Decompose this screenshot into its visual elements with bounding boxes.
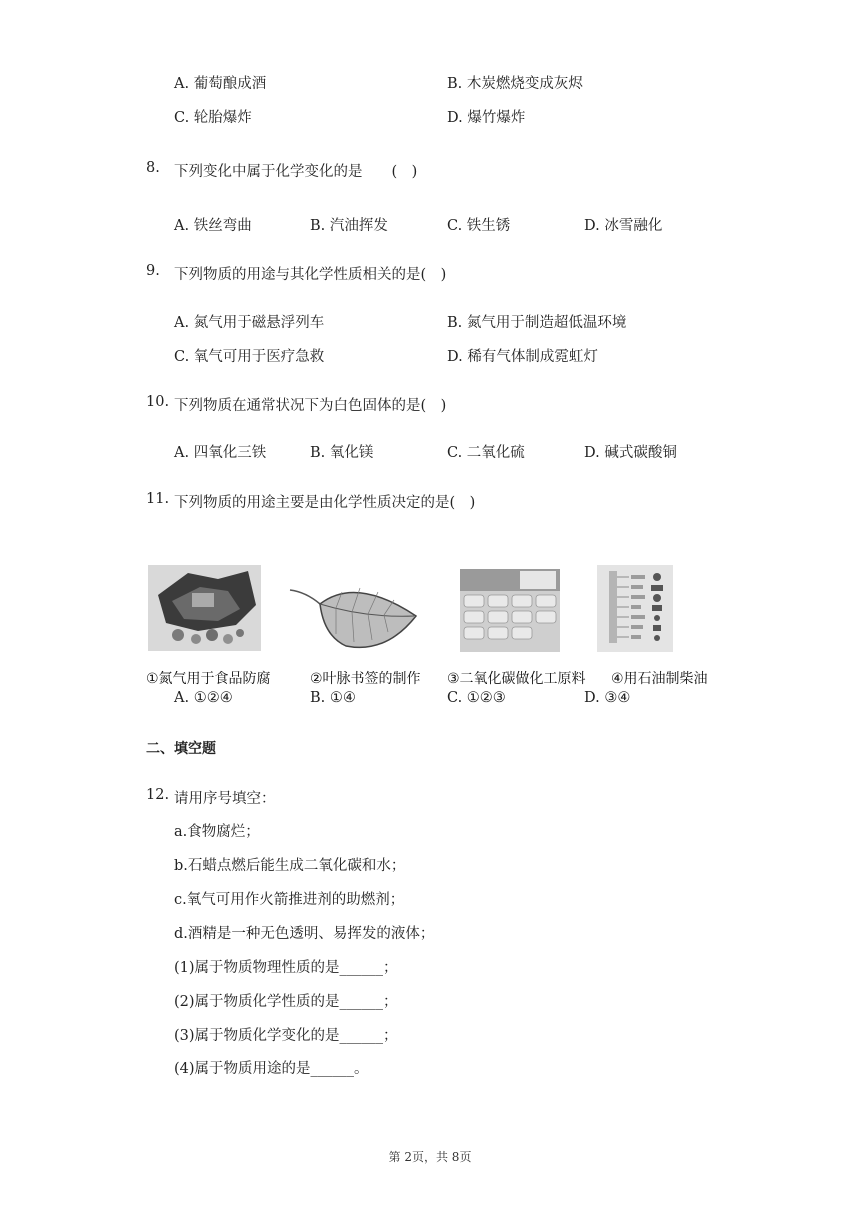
q9-option-c: C. 氧气可用于医疗急救	[174, 349, 325, 365]
image-caption-2: ②叶脉书签的制作	[310, 671, 421, 687]
q11-option-c: C. ①②③	[447, 690, 506, 706]
q10-option-a: A. 四氧化三铁	[174, 445, 267, 461]
q12-blank-3: (3)属于物质化学变化的是______；	[174, 1028, 398, 1044]
q11-option-a: A. ①②④	[174, 690, 233, 706]
q7-option-d: D. 爆竹爆炸	[447, 110, 526, 126]
q10-number: 10.	[146, 394, 170, 410]
section-heading: 二、填空题	[146, 741, 216, 757]
q10-text: 下列物质在通常状况下为白色固体的是( )	[174, 398, 447, 414]
image-caption-4: ④用石油制柴油	[611, 671, 708, 687]
food-package-image	[148, 565, 261, 651]
q11-text: 下列物质的用途主要是由化学性质决定的是( )	[174, 495, 476, 511]
image-caption-3: ③二氧化碳做化工原料	[447, 671, 586, 687]
leaf-image	[286, 570, 422, 652]
q10-option-b: B. 氧化镁	[310, 445, 374, 461]
q12-text: 请用序号填空：	[174, 791, 276, 807]
q11-option-b: B. ①④	[310, 690, 356, 706]
q9-number: 9.	[146, 263, 160, 279]
q8-number: 8.	[146, 160, 160, 176]
q8-option-d: D. 冰雪融化	[584, 218, 663, 234]
page-footer: 第 2页，共 8页	[388, 1150, 472, 1164]
q7-option-b: B. 木炭燃烧变成灰烬	[447, 76, 583, 92]
q12-blank-1: (1)属于物质物理性质的是______；	[174, 960, 398, 976]
q12-number: 12.	[146, 787, 170, 803]
q8-option-c: C. 铁生锈	[447, 218, 511, 234]
image-caption-1: ①氮气用于食品防腐	[146, 671, 271, 687]
chemical-bags-image	[460, 569, 560, 652]
q12-line-b: b.石蜡点燃后能生成二氧化碳和水；	[174, 858, 406, 874]
q7-option-a: A. 葡萄酿成酒	[174, 76, 267, 92]
q9-option-a: A. 氮气用于磁悬浮列车	[174, 315, 325, 331]
q10-option-c: C. 二氧化硫	[447, 445, 525, 461]
q7-option-c: C. 轮胎爆炸	[174, 110, 252, 126]
q9-option-d: D. 稀有气体制成霓虹灯	[447, 349, 598, 365]
q10-option-d: D. 碱式碳酸铜	[584, 445, 677, 461]
q11-option-d: D. ③④	[584, 690, 631, 706]
q9-option-b: B. 氮气用于制造超低温环境	[447, 315, 627, 331]
q12-line-d: d.酒精是一种无色透明、易挥发的液体；	[174, 926, 435, 942]
q12-blank-4: (4)属于物质用途的是______。	[174, 1061, 369, 1077]
q8-text: 下列变化中属于化学变化的是 ( )	[174, 164, 418, 180]
petroleum-diagram-image	[597, 565, 673, 652]
q12-line-c: c.氧气可用作火箭推进剂的助燃剂；	[174, 892, 405, 908]
q8-option-b: B. 汽油挥发	[310, 218, 388, 234]
q9-text: 下列物质的用途与其化学性质相关的是( )	[174, 267, 447, 283]
q12-blank-2: (2)属于物质化学性质的是______；	[174, 994, 398, 1010]
q11-number: 11.	[146, 491, 170, 507]
q8-option-a: A. 铁丝弯曲	[174, 218, 252, 234]
q12-line-a: a.食物腐烂；	[174, 824, 260, 840]
